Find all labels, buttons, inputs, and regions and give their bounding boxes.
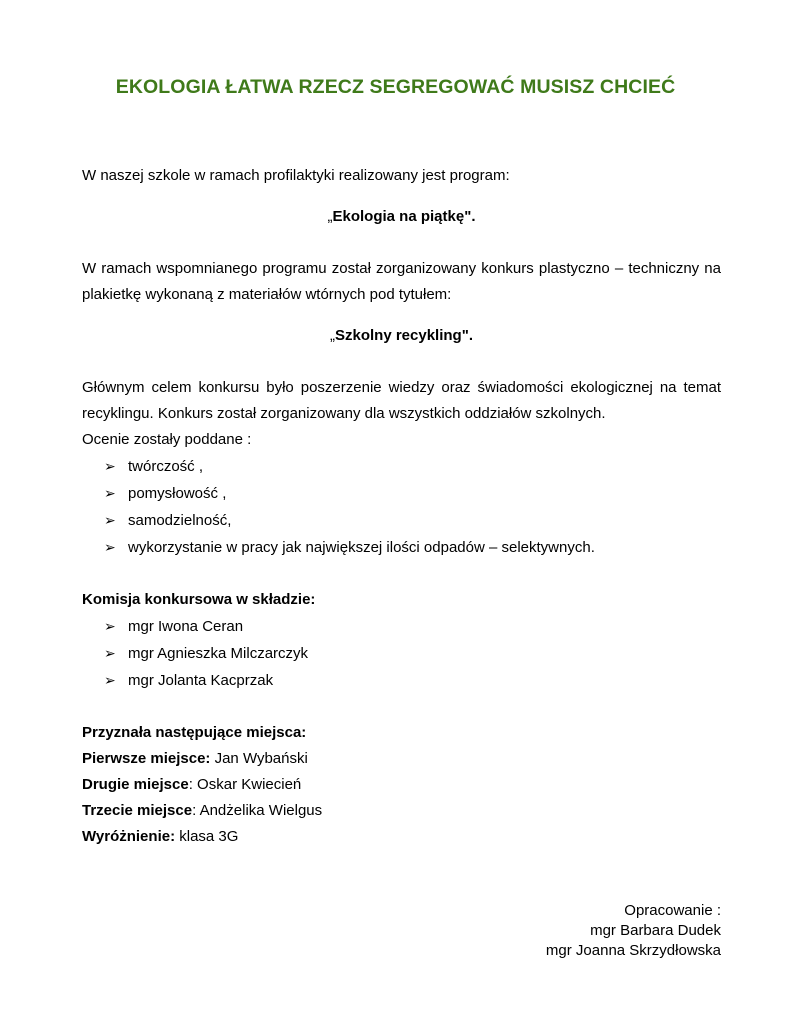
arrowhead-bullet-icon: ➢: [104, 485, 116, 501]
arrowhead-bullet-icon: ➢: [104, 539, 116, 555]
list-item: ➢ mgr Iwona Ceran: [82, 613, 721, 640]
criteria-list: [82, 453, 721, 561]
list-item: ➢ pomysłowość ,: [82, 480, 721, 507]
list-item: ➢ wykorzystanie w pracy jak największej ilości odpadów – selektywnych.: [82, 534, 721, 561]
intro-paragraph: W naszej szkole w ramach profilaktyki realizowany jest program:: [82, 167, 510, 184]
jury-list: [82, 613, 721, 694]
arrowhead-bullet-icon: ➢: [104, 512, 116, 528]
signature-author: mgr Joanna Skrzydłowska: [545, 942, 721, 959]
distinction: Wyróżnienie: klasa 3G: [82, 828, 239, 845]
goal-paragraph: Głównym celem konkursu było poszerzenie wiedzy oraz świadomości ekologicznej na temat recyklingu. Konkurs został zorganizowany dla wszystkich oddziałów szkolnych.: [82, 379, 721, 422]
criteria-intro: Ocenie zostały poddane :: [82, 431, 252, 448]
results-heading: Przyznała następujące miejsca:: [82, 724, 307, 741]
page-title: EKOLOGIA ŁATWA RZECZ SEGREGOWAĆ MUSISZ CHCIEĆ: [115, 76, 676, 98]
first-place: Pierwsze miejsce: Jan Wybański: [82, 750, 308, 767]
arrowhead-bullet-icon: ➢: [104, 618, 116, 634]
list-item: ➢ samodzielność,: [82, 507, 721, 534]
third-place: Trzecie miejsce: Andżelika Wielgus: [82, 802, 323, 819]
arrowhead-bullet-icon: ➢: [104, 458, 116, 474]
signature-author: mgr Barbara Dudek: [590, 922, 721, 939]
document-body: [82, 163, 721, 850]
second-place: Drugie miejsce: Oskar Kwiecień: [82, 776, 302, 793]
jury-heading: Komisja konkursowa w składzie:: [82, 591, 316, 608]
list-item: ➢ mgr Agnieszka Milczarczyk: [82, 640, 721, 667]
arrowhead-bullet-icon: ➢: [104, 672, 116, 688]
list-item: ➢ mgr Jolanta Kacprzak: [82, 667, 721, 694]
contest-paragraph: W ramach wspomnianego programu został zorganizowany konkurs plastyczno – techniczny na plakietkę wykonaną z materiałów wtórnych pod tytułem:: [82, 260, 721, 303]
arrowhead-bullet-icon: ➢: [104, 645, 116, 661]
signature-block: [546, 901, 721, 961]
contest-name: „Szkolny recykling".: [330, 327, 473, 344]
signature-label: Opracowanie :: [624, 902, 721, 919]
list-item: ➢ twórczość ,: [82, 453, 721, 480]
program-name: „Ekologia na piątkę".: [327, 208, 476, 225]
